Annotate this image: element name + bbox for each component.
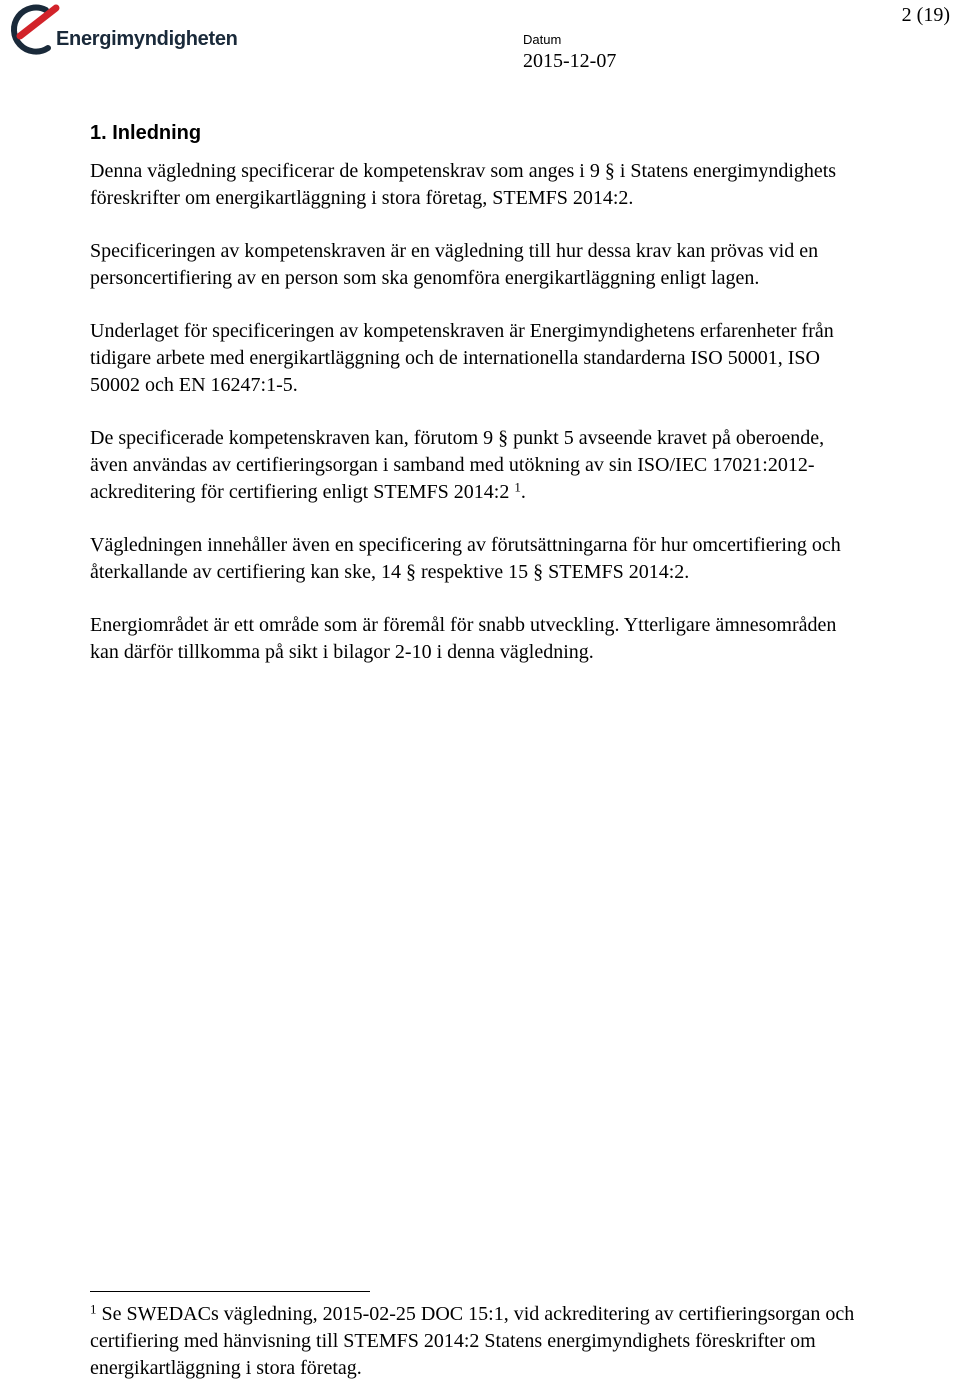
paragraph-specification: Specificeringen av kompetenskraven är en vägledning till hur dessa krav kan prövas vid en personcertifiering av en person som ska genomföra energikartläggning enligt lagen. <box>90 240 819 289</box>
page-number: 2 (19) <box>901 4 950 26</box>
footnote <box>90 1301 870 1382</box>
energimyndigheten-logo <box>6 2 246 60</box>
document-body <box>90 120 860 692</box>
footnote-reference: 1 <box>514 479 521 495</box>
paragraph-recertification: Vägledningen innehåller även en specificering av förutsättningarna för hur omcertifiering och återkallande av certifiering kan ske, 14 § respektive 15 § STEMFS 2014:2. <box>90 534 841 583</box>
paragraph-basis: Underlaget för specificeringen av kompetenskraven är Energimyndighetens erfarenheter från tidigare arbete med energikartläggning och de internationella standarderna ISO 50001, ISO 50002 och EN 16247:1-5. <box>90 320 834 396</box>
paragraph-usage-end: . <box>520 481 526 503</box>
paragraph-usage <box>90 425 860 506</box>
paragraph-usage-text: De specificerade kompetenskraven kan, förutom 9 § punkt 5 avseende kravet på oberoende, även användas av certifieringsorgan i samband med utökning av sin ISO/IEC 17021:2012- ackreditering för certifiering enligt STEMFS 2014:2 <box>90 427 825 503</box>
date-label: Datum <box>523 32 562 47</box>
footnote-marker: 1 <box>90 1301 97 1317</box>
paragraph-intro: Denna vägledning specificerar de kompetenskrav som anges i 9 § i Statens energimyndighets föreskrifter om energikartläggning i stora företag, STEMFS 2014:2. <box>90 160 837 209</box>
paragraph-energy-area: Energiområdet är ett område som är föremål för snabb utveckling. Ytterligare ämnesområden kan därför tillkomma på sikt i bilagor 2-10 i denna vägledning. <box>90 614 837 663</box>
section-heading: 1. Inledning <box>90 122 202 144</box>
date-value: 2015-12-07 <box>523 50 617 72</box>
logo-wordmark: Energimyndigheten <box>56 28 238 50</box>
footnote-separator <box>90 1291 370 1292</box>
footnote-text: Se SWEDACs vägledning, 2015-02-25 DOC 15:1, vid ackreditering av certifieringsorgan och certifiering med hänvisning till STEMFS 2014:2 Statens energimyndighets föreskrifter om energikartläggning i stora företag. <box>90 1303 855 1379</box>
